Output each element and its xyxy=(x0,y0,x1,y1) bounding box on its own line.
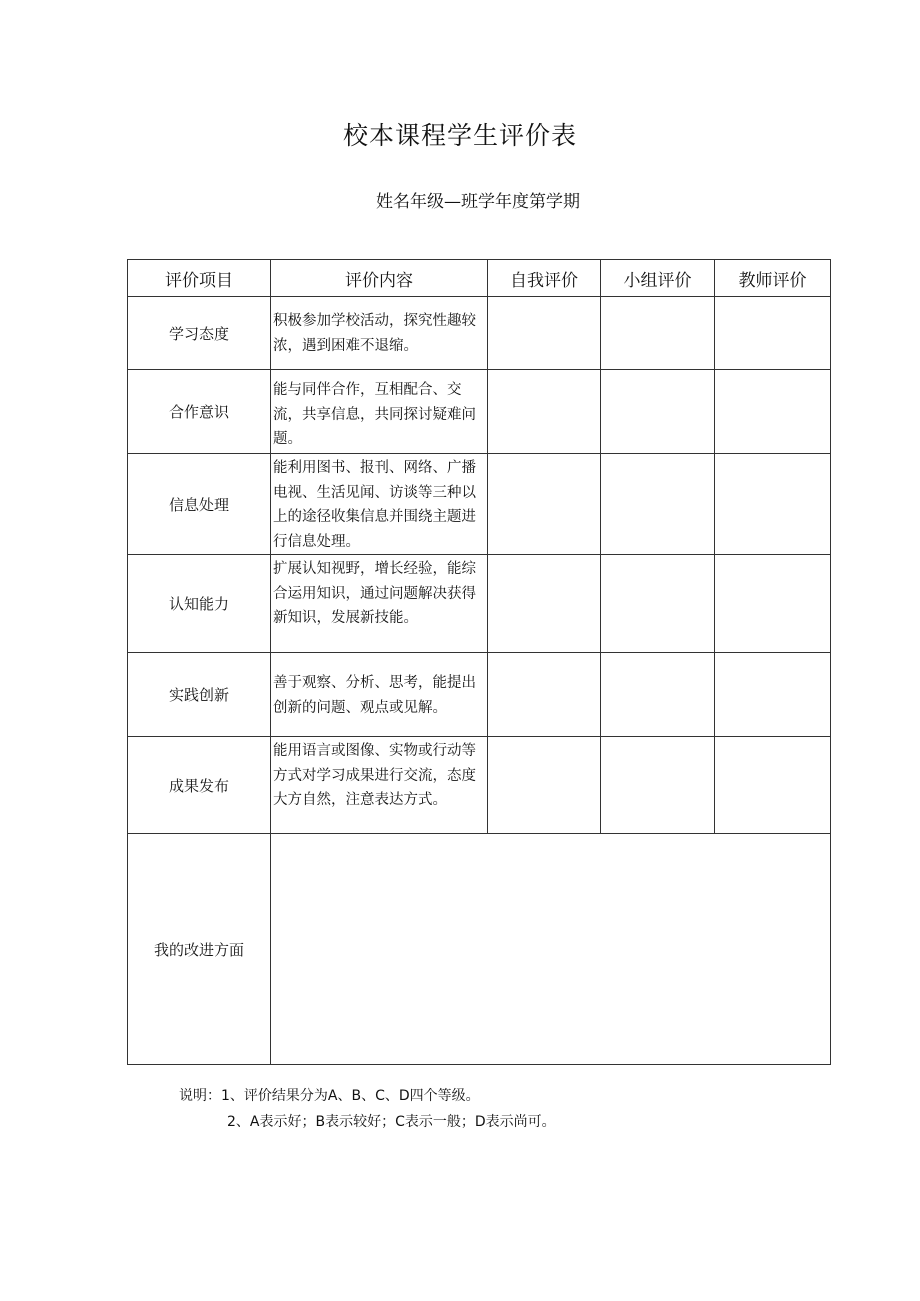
row-content: 积极参加学校活动，探究性趣较浓，遇到困难不退缩。 xyxy=(271,297,488,370)
row-item: 信息处理 xyxy=(128,454,271,555)
row-content: 能用语言或图像、实物或行动等方式对学习成果进行交流，态度大方自然，注意表达方式。 xyxy=(271,737,488,834)
improvement-row xyxy=(128,834,831,1065)
self-eval-cell[interactable] xyxy=(488,653,601,737)
row-content: 扩展认知视野，增长经验，能综合运用知识，通过问题解决获得新知识，发展新技能。 xyxy=(271,555,488,653)
self-eval-cell[interactable] xyxy=(488,737,601,834)
table-row xyxy=(128,555,831,653)
row-item: 学习态度 xyxy=(128,297,271,370)
header-content: 评价内容 xyxy=(271,260,488,297)
row-item: 合作意识 xyxy=(128,370,271,454)
document-title: 校本课程学生评价表 xyxy=(342,121,577,150)
group-eval-cell[interactable] xyxy=(601,454,715,555)
header-teacher: 教师评价 xyxy=(715,260,831,297)
self-eval-cell[interactable] xyxy=(488,454,601,555)
table-row xyxy=(128,737,831,834)
teacher-eval-cell[interactable] xyxy=(715,555,831,653)
teacher-eval-cell[interactable] xyxy=(715,297,831,370)
table-row xyxy=(128,297,831,370)
note-line-1: 说明：1、评价结果分为A、B、C、D四个等级。 xyxy=(179,1088,480,1104)
table-row xyxy=(128,454,831,555)
improvement-input-area[interactable] xyxy=(271,834,831,1065)
row-item: 成果发布 xyxy=(128,737,271,834)
note-line-2: 2、A表示好；B表示较好；C表示一般；D表示尚可。 xyxy=(227,1114,556,1130)
row-content: 能与同伴合作，互相配合、交流，共享信息，共同探讨疑难问题。 xyxy=(271,370,488,454)
teacher-eval-cell[interactable] xyxy=(715,370,831,454)
self-eval-cell[interactable] xyxy=(488,297,601,370)
row-content: 善于观察、分析、思考，能提出创新的问题、观点或见解。 xyxy=(271,653,488,737)
self-eval-cell[interactable] xyxy=(488,370,601,454)
group-eval-cell[interactable] xyxy=(601,737,715,834)
teacher-eval-cell[interactable] xyxy=(715,737,831,834)
group-eval-cell[interactable] xyxy=(601,555,715,653)
teacher-eval-cell[interactable] xyxy=(715,653,831,737)
group-eval-cell[interactable] xyxy=(601,297,715,370)
row-item: 认知能力 xyxy=(128,555,271,653)
row-content: 能利用图书、报刊、网络、广播电视、生活见闻、访谈等三种以上的途径收集信息并围绕主题进行信息处理。 xyxy=(271,454,488,555)
header-self: 自我评价 xyxy=(488,260,601,297)
group-eval-cell[interactable] xyxy=(601,370,715,454)
teacher-eval-cell[interactable] xyxy=(715,454,831,555)
improvement-label: 我的改进方面 xyxy=(128,834,271,1065)
group-eval-cell[interactable] xyxy=(601,653,715,737)
student-info-line: 姓名年级—班学年度第学期 xyxy=(376,192,580,212)
table-row xyxy=(128,653,831,737)
row-item: 实践创新 xyxy=(128,653,271,737)
header-row xyxy=(128,260,831,297)
table-row xyxy=(128,370,831,454)
self-eval-cell[interactable] xyxy=(488,555,601,653)
header-group: 小组评价 xyxy=(601,260,715,297)
header-item: 评价项目 xyxy=(128,260,271,297)
evaluation-table xyxy=(127,259,831,1065)
